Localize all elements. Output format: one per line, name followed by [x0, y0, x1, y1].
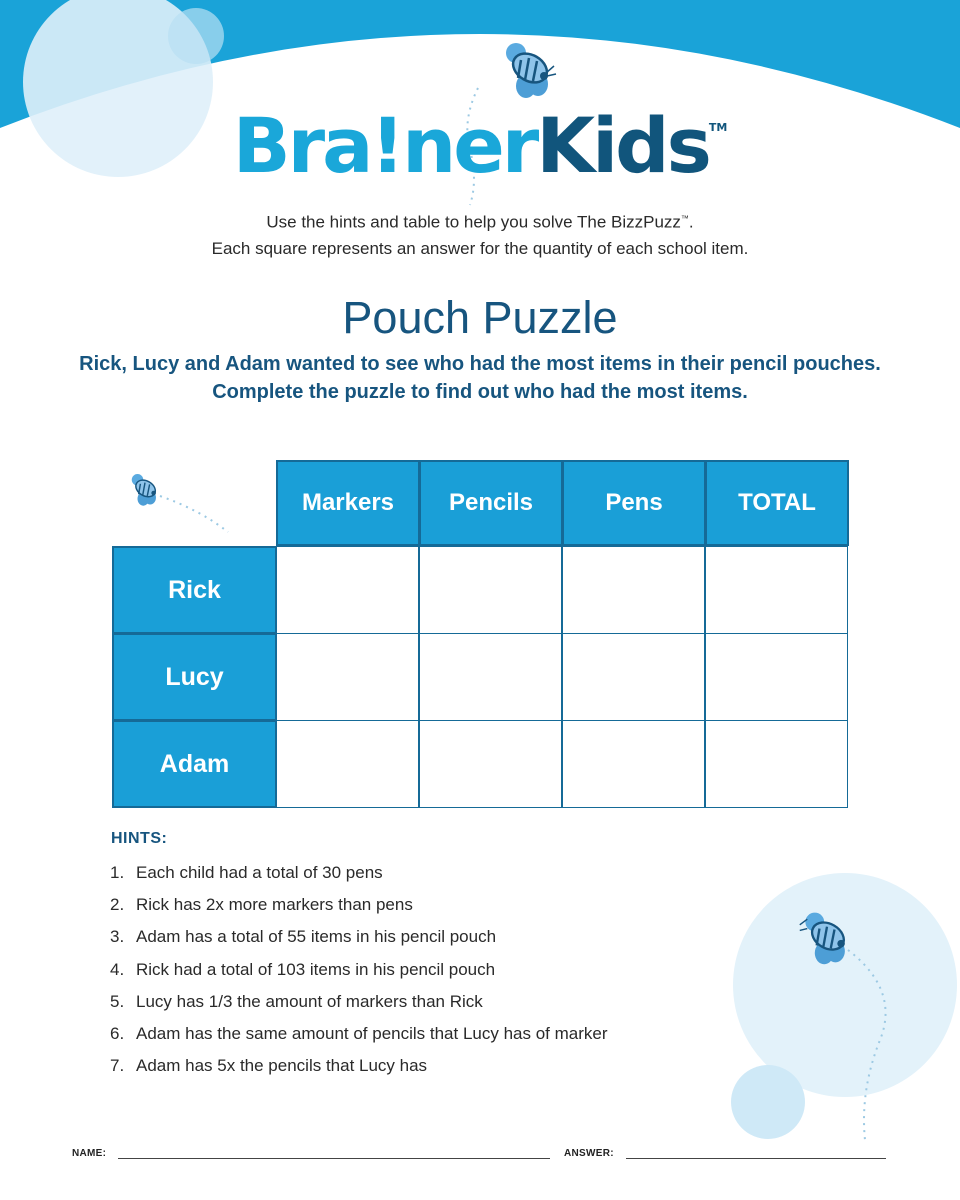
intro-text	[0, 206, 960, 262]
trademark-mark: TM	[708, 121, 728, 134]
answer-cell-adam-markers[interactable]	[276, 720, 419, 808]
logo-part2: Kids	[536, 101, 709, 190]
hint-item: 2. Rick has 2x more markers than pens	[110, 895, 413, 915]
answer-cell-adam-total[interactable]	[705, 720, 848, 808]
hint-item: 4. Rick had a total of 103 items in his pencil pouch	[110, 959, 496, 979]
row-header-rick: Rick	[112, 546, 277, 634]
intro-trademark: ™	[680, 214, 689, 223]
bee-icon	[496, 36, 562, 102]
row-header-lucy: Lucy	[112, 633, 277, 721]
puzzle-description: Rick, Lucy and Adam wanted to see who had the most items in their pencil pouches. Complete the puzzle to find out who had the most items.	[79, 353, 881, 403]
answer-cell-rick-total[interactable]	[705, 546, 848, 634]
circle-bottom-right-small	[731, 1065, 805, 1139]
hint-item: 3. Adam has a total of 55 items in his pencil pouch	[110, 927, 497, 947]
column-header-pens: Pens	[562, 460, 706, 546]
column-header-total: TOTAL	[705, 460, 849, 546]
brand-logo	[0, 101, 960, 190]
bee-icon	[126, 470, 164, 508]
answer-label: ANSWER:	[564, 1148, 614, 1159]
hint-item: 7. Adam has 5x the pencils that Lucy has	[110, 1056, 428, 1076]
answer-cell-lucy-pens[interactable]	[562, 633, 705, 721]
answer-cell-lucy-pencils[interactable]	[419, 633, 562, 721]
hint-item: 5. Lucy has 1/3 the amount of markers than Rick	[110, 991, 483, 1011]
answer-field-line[interactable]	[626, 1158, 886, 1159]
hints-title: HINTS:	[111, 830, 168, 847]
hint-item: 6. Adam has the same amount of pencils that Lucy has of marker	[110, 1024, 608, 1044]
column-header-pencils: Pencils	[419, 460, 563, 546]
page-title: Pouch Puzzle	[342, 292, 618, 343]
name-field-line[interactable]	[118, 1158, 550, 1159]
answer-cell-lucy-total[interactable]	[705, 633, 848, 721]
intro-line2: Each square represents an answer for the quantity of each school item.	[211, 238, 749, 258]
circle-top-left-small	[168, 8, 224, 64]
answer-cell-rick-markers[interactable]	[276, 546, 419, 634]
logo-part1: Bra!ner	[232, 101, 537, 190]
answer-cell-adam-pencils[interactable]	[419, 720, 562, 808]
answer-cell-rick-pens[interactable]	[562, 546, 705, 634]
column-header-markers: Markers	[276, 460, 420, 546]
intro-line1: Use the hints and table to help you solve The BizzPuzz™.	[266, 212, 694, 232]
name-label: NAME:	[72, 1148, 107, 1159]
hints-list	[110, 857, 608, 1082]
bee-icon	[796, 906, 858, 968]
trail-table	[160, 496, 228, 532]
answer-cell-adam-pens[interactable]	[562, 720, 705, 808]
row-header-adam: Adam	[112, 720, 277, 808]
answer-cell-rick-pencils[interactable]	[419, 546, 562, 634]
answer-cell-lucy-markers[interactable]	[276, 633, 419, 721]
hint-item: 1. Each child had a total of 30 pens	[110, 863, 383, 882]
